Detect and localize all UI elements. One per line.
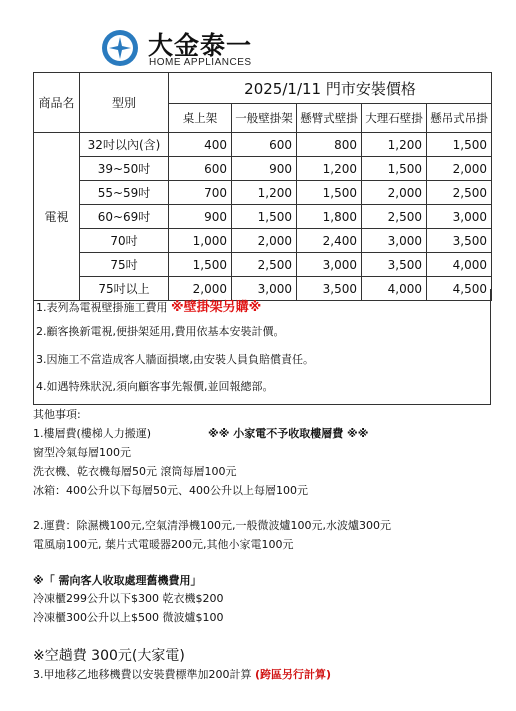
transport-fee-line: 電風扇100元, 葉片式電暖器200元,其他小家電100元 [33, 538, 294, 551]
price-cell: 4,000 [362, 277, 427, 301]
floor-fee-line: 冰箱：400公升以下每層50元、400公升以上每層100元 [33, 484, 308, 497]
size-cell: 55~59吋 [80, 181, 169, 205]
price-cell: 2,500 [232, 253, 297, 277]
price-cell: 2,000 [362, 181, 427, 205]
price-cell: 2,400 [297, 229, 362, 253]
col-header: 大理石壁掛 [362, 104, 427, 133]
floor-fee-title: 1.樓層費(樓梯人力搬運) [33, 427, 152, 440]
price-cell: 3,500 [427, 229, 492, 253]
price-cell: 4,500 [427, 277, 492, 301]
price-cell: 900 [169, 205, 232, 229]
price-cell: 2,500 [362, 205, 427, 229]
price-cell: 1,000 [169, 229, 232, 253]
price-cell: 700 [169, 181, 232, 205]
size-cell: 39~50吋 [80, 157, 169, 181]
price-cell: 1,200 [297, 157, 362, 181]
table-row [34, 229, 492, 253]
recycle-heading: ※「 需向客人收取處理舊機費用」 [33, 574, 202, 587]
product-cell: 電視 [34, 133, 80, 301]
price-cell: 1,200 [232, 181, 297, 205]
price-cell: 2,000 [232, 229, 297, 253]
size-cell: 60~69吋 [80, 205, 169, 229]
table-row [34, 253, 492, 277]
price-cell: 1,500 [232, 205, 297, 229]
floor-fee-line: 窗型冷氣每層100元 [33, 446, 131, 459]
table-title: 2025/1/11 門市安裝價格 [169, 73, 492, 104]
col-header: 懸吊式吊掛 [427, 104, 492, 133]
other-heading: 其他事項: [33, 408, 81, 421]
floor-fee-note: ※※ 小家電不予收取樓層費 ※※ [208, 427, 369, 440]
size-cell: 75吋以上 [80, 277, 169, 301]
note-1-red: ※壁掛架另購※ [171, 300, 262, 315]
price-cell: 800 [297, 133, 362, 157]
size-cell: 75吋 [80, 253, 169, 277]
table-row [34, 133, 492, 157]
price-cell: 1,500 [362, 157, 427, 181]
price-cell: 3,000 [427, 205, 492, 229]
brand-header [100, 28, 400, 72]
price-cell: 1,500 [169, 253, 232, 277]
notes-box [33, 289, 491, 405]
recycle-line: 冷凍櫃300公升以上$500 微波爐$100 [33, 611, 224, 624]
price-cell: 1,500 [297, 181, 362, 205]
product-header: 商品名 [34, 73, 80, 133]
price-cell: 3,500 [297, 277, 362, 301]
price-cell: 1,800 [297, 205, 362, 229]
price-cell: 1,200 [362, 133, 427, 157]
price-cell: 3,000 [232, 277, 297, 301]
price-cell: 2,000 [169, 277, 232, 301]
transport-fee-line: 2.運費：除濕機100元,空氣清淨機100元,一般微波爐100元,水波爐300元 [33, 519, 391, 532]
brand-name: 大金泰一 [148, 31, 253, 60]
col-header: 桌上架 [169, 104, 232, 133]
size-header: 型別 [80, 73, 169, 133]
recycle-line: 冷凍櫃299公升以下$300 乾衣機$200 [33, 592, 224, 605]
brand-subtitle: HOME APPLIANCES [149, 57, 252, 68]
note-2: 2.顧客換新電視,便掛架延用,費用依基本安裝計價。 [36, 325, 285, 338]
relocation-fee [33, 666, 331, 682]
table-row [34, 205, 492, 229]
note-1 [36, 296, 261, 315]
empty-trip-fee: ※空趟費 300元(大家電) [33, 648, 185, 664]
table-row [34, 157, 492, 181]
relocation-fee-red: (跨區另行計算) [255, 668, 332, 681]
price-cell: 900 [232, 157, 297, 181]
col-header: 一般壁掛架 [232, 104, 297, 133]
note-3: 3.因施工不當造成客人牆面損壞,由安裝人員負賠償責任。 [36, 353, 314, 366]
table-row [34, 181, 492, 205]
price-cell: 2,000 [427, 157, 492, 181]
price-cell: 3,500 [362, 253, 427, 277]
note-1-text: 1.表列為電視壁掛施工費用 [36, 301, 171, 314]
price-cell: 3,000 [362, 229, 427, 253]
size-cell: 32吋以內(含) [80, 133, 169, 157]
price-cell: 600 [232, 133, 297, 157]
note-4: 4.如遇特殊狀況,須向顧客事先報價,並回報總部。 [36, 380, 274, 393]
size-cell: 70吋 [80, 229, 169, 253]
price-cell: 3,000 [297, 253, 362, 277]
col-header: 懸臂式壁掛 [297, 104, 362, 133]
price-cell: 400 [169, 133, 232, 157]
price-table [33, 72, 492, 301]
relocation-fee-text: 3.甲地移乙地移機費以安裝費標準加200計算 [33, 668, 255, 681]
price-cell: 600 [169, 157, 232, 181]
star-compass-icon [100, 28, 140, 68]
price-cell: 1,500 [427, 133, 492, 157]
price-cell: 2,500 [427, 181, 492, 205]
floor-fee-line: 洗衣機、乾衣機每層50元 滾筒每層100元 [33, 465, 237, 478]
price-cell: 4,000 [427, 253, 492, 277]
